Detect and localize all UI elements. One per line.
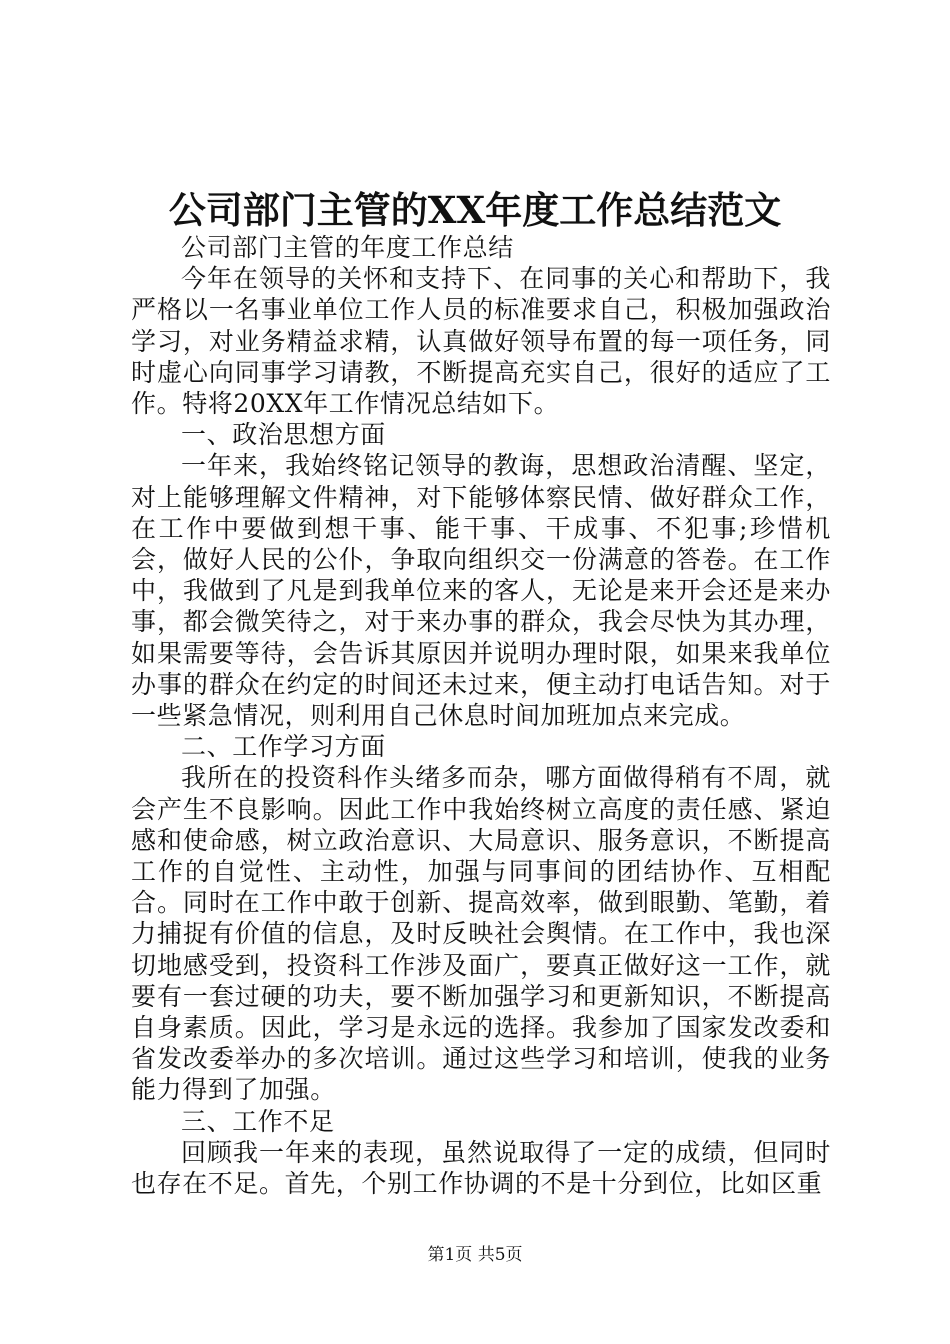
section-heading-shortcomings: 三、工作不足 xyxy=(181,1106,335,1136)
document-title: 公司部门主管的XX年度工作总结范文 xyxy=(168,188,782,232)
section-heading-politics: 一、政治思想方面 xyxy=(181,420,386,450)
politics-paragraph: 一年来，我始终铭记领导的教诲，思想政治清醒、坚定，对上能够理解文件精神，对下能够体察民情、做好群众工作，在工作中要做到想干事、能干事、干成事、不犯事;珍惜机会，做好人民的公仆，争取向组织交一份满意的答卷。在工作中，我做到了凡是到我单位来的客人，无论是来开会还是来办事，都会微笑待之，对于来办事的群众，我会尽快为其办理，如果需要等待，会告诉其原因并说明办理时限，如果来我单位办事的群众在约定的时间还未过来，便主动打电话告知。对于一些紧急情况，则利用自己休息时间加班加点来完成。 xyxy=(131,451,831,731)
section-heading-work-study: 二、工作学习方面 xyxy=(181,732,386,762)
intro-paragraph: 今年在领导的关怀和支持下、在同事的关心和帮助下，我严格以一名事业单位工作人员的标准要求自己，积极加强政治学习，对业务精益求精，认真做好领导布置的每一项任务，同时虚心向同事学习请教，不断提高充实自己，很好的适应了工作。特将20XX年工作情况总结如下。 xyxy=(131,264,831,419)
document-body xyxy=(131,232,831,1199)
page-footer: 第1页 共5页 xyxy=(427,1245,523,1265)
shortcomings-paragraph: 回顾我一年来的表现，虽然说取得了一定的成绩，但同时也存在不足。首先，个别工作协调的不是十分到位，比如区重 xyxy=(131,1137,831,1199)
work-study-paragraph: 我所在的投资科作头绪多而杂，哪方面做得稍有不周，就会产生不良影响。因此工作中我始终树立高度的责任感、紧迫感和使命感，树立政治意识、大局意识、服务意识，不断提高工作的自觉性、主动性，加强与同事间的团结协作、互相配合。同时在工作中敢于创新、提高效率，做到眼勤、笔勤，着力捕捉有价值的信息，及时反映社会舆情。在工作中，我也深切地感受到，投资科工作涉及面广，要真正做好这一工作，就要有一套过硬的功夫，要不断加强学习和更新知识，不断提高自身素质。因此，学习是永远的选择。我参加了国家发改委和省发改委举办的多次培训。通过这些学习和培训，使我的业务能力得到了加强。 xyxy=(131,763,831,1105)
subtitle-paragraph: 公司部门主管的年度工作总结 xyxy=(181,233,514,262)
